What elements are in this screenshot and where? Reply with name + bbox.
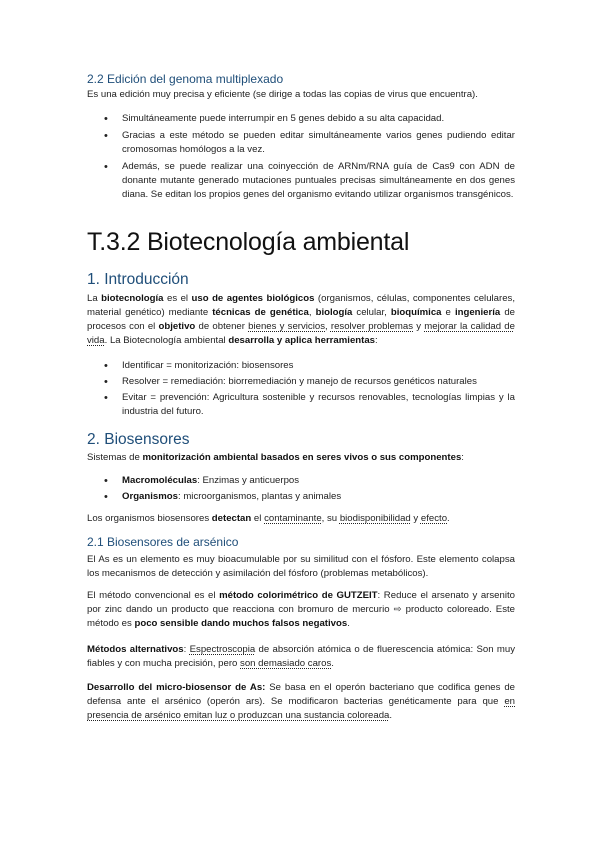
section-1-paragraph: La biotecnología es el uso de agentes biológicos (organismos, células, componentes celulares, material genético) mediante técnicas de genética, biología celular, bioquímica e ingeniería de procesos con el objetivo de obtener bienes y servicios, resolver problemas y mejorar la calidad de vida. La Biotecnología ambiental desarrolla y aplica herramientas:: [87, 293, 515, 346]
list-item: • Resolver = remediación: biorremediación y manejo de recursos genéticos naturales: [87, 375, 515, 389]
section-heading-2-1: 2.1 Biosensores de arsénico: [87, 535, 239, 549]
list-item: • Gracias a este método se pueden editar simultáneamente varios genes pudiendo editar cromosomas homólogos a la vez.: [87, 129, 515, 157]
arrow-icon: ⇨: [393, 604, 402, 615]
list-item: • Simultáneamente puede interrumpir en 5 genes debido a su alta capacidad.: [87, 112, 515, 126]
section-2-1-paragraph-2: El método convencional es el método colorimétrico de GUTZEIT: Reduce el arsenato y arsenito por zinc dando un producto que reacciona con bromuro de mercurio ⇨ producto coloreado. Este método es poco sensible dando muchos falsos negativos.: [87, 590, 515, 629]
section-heading-2: 2. Biosensores: [87, 431, 190, 448]
section-2-2-intro: Es una edición muy precisa y eficiente (se dirige a todas las copias de virus que encuentra).: [87, 89, 478, 100]
list-item: • Identificar = monitorización: biosensores: [87, 359, 515, 373]
section-2-intro: Sistemas de monitorización ambiental basados en seres vivos o sus componentes:: [87, 452, 464, 463]
section-heading-2-2: 2.2 Edición del genoma multiplexado: [87, 72, 284, 86]
section-2-paragraph: Los organismos biosensores detectan el contaminante, su biodisponibilidad y efecto.: [87, 513, 450, 524]
page-title: T.3.2 Biotecnología ambiental: [87, 228, 410, 256]
list-item: • Organismos: microorganismos, plantas y animales: [87, 490, 515, 504]
section-heading-1: 1. Introducción: [87, 271, 189, 288]
section-2-2-bullets: [87, 112, 515, 202]
section-2-bullets: [87, 474, 515, 504]
list-item: • Evitar = prevención: Agricultura sostenible y recursos renovables, tecnologías limpias y la industria del futuro.: [87, 391, 515, 419]
section-2-1-paragraph-3: Métodos alternativos: Espectroscopia de absorción atómica o de fluerescencia atómica: Son muy fiables y con mucha precisión, pero son demasiado caros.: [87, 644, 515, 669]
section-1-bullets: [87, 359, 515, 419]
section-2-1-paragraph-4: Desarrollo del micro-biosensor de As: Se basa en el operón bacteriano que codifica genes de defensa ante el arsénico (operón ars). Se modificaron bacterias genéticamente para que en presencia de arsénico emitan luz o produzcan una sustancia coloreada.: [87, 682, 515, 721]
section-2-1-paragraph-1: El As es un elemento es muy bioacumulable por su similitud con el fósforo. Este elemento colapsa los mecanismos de detección y asimilación del fósforo (problemas metabólicos).: [87, 554, 515, 579]
list-item: • Macromoléculas: Enzimas y anticuerpos: [87, 474, 515, 488]
list-item: • Además, se puede realizar una coinyección de ARNm/RNA guía de Cas9 con ADN de donante mutante generado mutaciones puntuales precisas simultáneamente en dos genes diana. Se editan los propios genes del organismo evitando utilizar organismos transgénicos.: [87, 160, 515, 202]
